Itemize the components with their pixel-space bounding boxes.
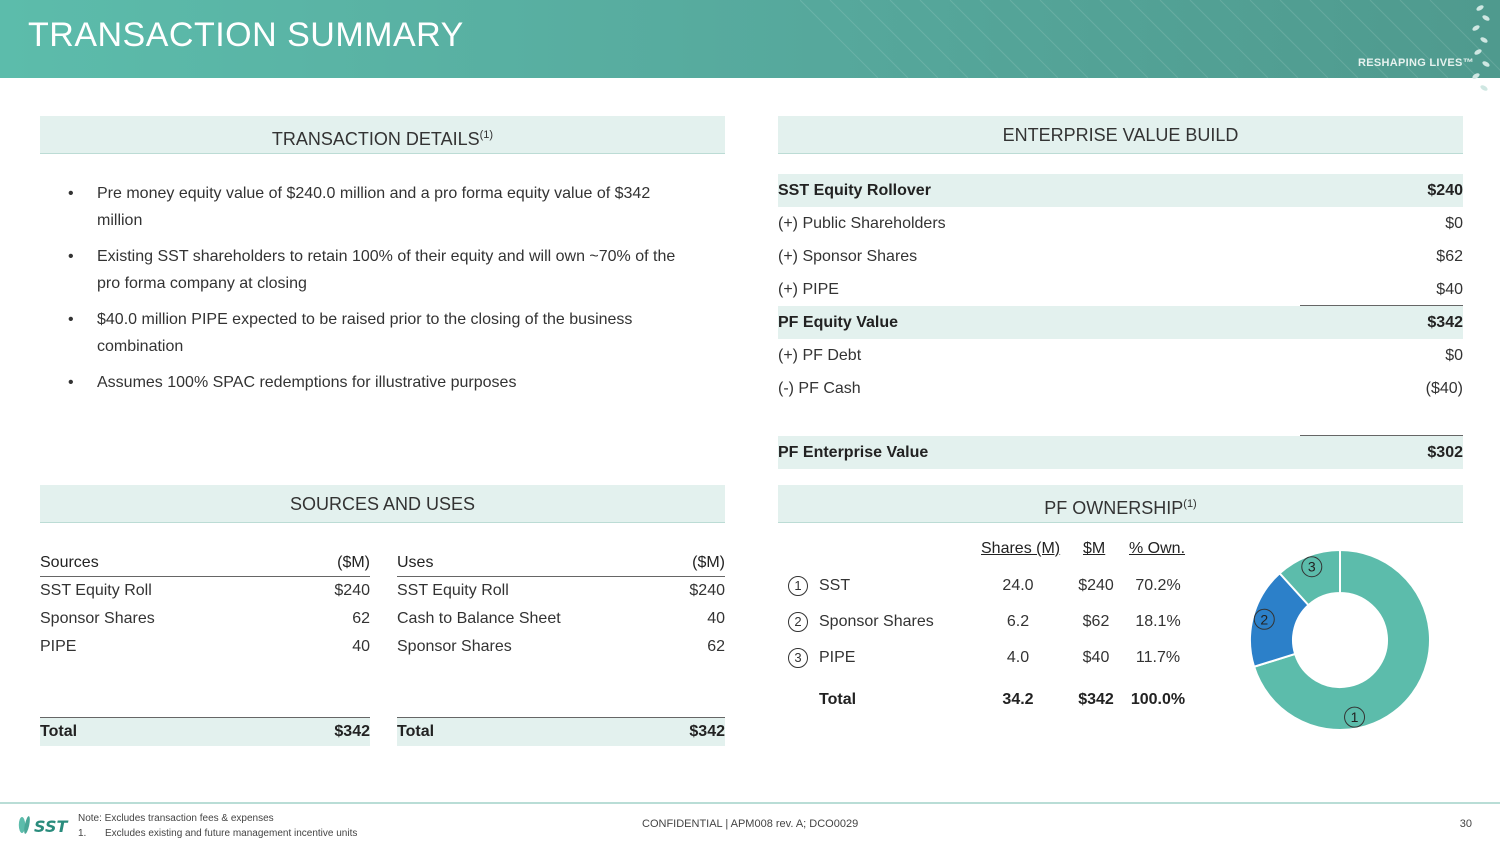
- ev-label: (+) Public Shareholders: [778, 215, 946, 232]
- ownership-donut-chart: [1245, 545, 1435, 735]
- sst-logo-icon: [16, 812, 72, 838]
- ownership-column-value: $M: [1083, 540, 1106, 557]
- total-shares: 34.2: [1002, 691, 1034, 708]
- holder-pct: 18.1%: [1135, 613, 1181, 630]
- uses-header: Uses: [397, 554, 434, 571]
- ev-row-sst-equity-rollover: [778, 174, 1463, 207]
- ev-label: PF Equity Value: [778, 314, 899, 331]
- total-pct: 100.0%: [1130, 691, 1186, 708]
- footnote-1: [78, 826, 357, 841]
- row-number-badge: 1: [788, 576, 808, 596]
- table-row: [40, 605, 370, 633]
- sources-value: $240: [334, 582, 370, 599]
- uses-label: Sponsor Shares: [397, 638, 512, 655]
- ev-row-sponsor-shares: [778, 240, 1463, 273]
- ev-row-pf-debt: [778, 339, 1463, 372]
- ev-label: (+) PF Debt: [778, 347, 862, 364]
- table-row: [40, 633, 370, 661]
- total-label: Total: [819, 691, 857, 708]
- list-item: • Existing SST shareholders to retain 100% of their equity and will own ~70% of the pro forma company at closing: [68, 243, 693, 297]
- leaf-decoration-icon: [1466, 0, 1494, 100]
- holder-value: $62: [1082, 613, 1110, 630]
- ownership-column-shares: Shares (M): [981, 540, 1061, 557]
- page-title: TRANSACTION SUMMARY: [28, 16, 464, 54]
- sources-total-value: $342: [334, 723, 370, 740]
- ev-row-pf-equity-value: [778, 306, 1463, 339]
- uses-total-label: Total: [397, 723, 435, 740]
- uses-value: 62: [707, 638, 725, 655]
- uses-label: Cash to Balance Sheet: [397, 610, 561, 627]
- uses-unit: ($M): [692, 554, 725, 571]
- pf-ownership-heading: [778, 485, 1463, 523]
- sources-value: 40: [352, 638, 370, 655]
- enterprise-value-title: ENTERPRISE VALUE BUILD: [1002, 125, 1239, 145]
- sources-label: PIPE: [40, 638, 77, 655]
- list-item: • $40.0 million PIPE expected to be raised prior to the closing of the business combination: [68, 306, 693, 360]
- transaction-details-heading: [40, 116, 725, 154]
- holder-shares: 4.0: [1006, 649, 1030, 666]
- transaction-details-list: [68, 180, 693, 405]
- ev-row-pf-enterprise-value: [778, 436, 1463, 469]
- uses-value: 40: [707, 610, 725, 627]
- enterprise-value-heading: [778, 116, 1463, 154]
- footnote-number: 1.: [78, 828, 87, 839]
- ev-row-pf-cash: [778, 372, 1463, 405]
- uses-header-row: [397, 549, 725, 577]
- table-row: [397, 605, 725, 633]
- holder-shares: 6.2: [1006, 613, 1030, 630]
- sources-unit: ($M): [337, 554, 370, 571]
- ev-label: (+) Sponsor Shares: [778, 248, 918, 265]
- tagline: RESHAPING LIVES™: [1357, 57, 1474, 69]
- confidential-label: CONFIDENTIAL | APM008 rev. A; DCO0029: [642, 818, 859, 830]
- sources-header-row: [40, 549, 370, 577]
- header-banner: [0, 0, 1500, 78]
- uses-total-value: $342: [689, 723, 725, 740]
- holder-pct: 70.2%: [1135, 577, 1181, 594]
- page-number: 30: [1459, 818, 1472, 830]
- uses-label: SST Equity Roll: [397, 582, 509, 599]
- svg-text:SST: SST: [34, 817, 68, 836]
- sources-label: SST Equity Roll: [40, 582, 152, 599]
- ownership-row-total: [788, 685, 1208, 715]
- ev-value: $62: [1436, 248, 1463, 265]
- list-item: • Pre money equity value of $240.0 million and a pro forma equity value of $342 million: [68, 180, 693, 234]
- ownership-row-pipe: [788, 643, 1208, 673]
- transaction-details-title: TRANSACTION DETAILS: [271, 129, 480, 149]
- svg-text:1: 1: [1350, 709, 1359, 726]
- sources-total-label: Total: [40, 723, 78, 740]
- holder-pct: 11.7%: [1135, 649, 1181, 666]
- row-number-badge: 2: [788, 612, 808, 632]
- table-row: [397, 577, 725, 605]
- ev-label: SST Equity Rollover: [778, 182, 931, 199]
- ev-value: ($40): [1425, 380, 1463, 397]
- footnote-text: Excludes existing and future management incentive units: [105, 828, 358, 839]
- ev-value: $342: [1427, 314, 1463, 331]
- holder-name: PIPE: [819, 649, 856, 666]
- row-number-badge: 3: [788, 648, 808, 668]
- ev-value: $40: [1436, 281, 1463, 298]
- ev-row-pipe: [778, 273, 1463, 306]
- ev-row-public-shareholders: [778, 207, 1463, 240]
- ev-value: $0: [1445, 347, 1463, 364]
- uses-total-row: [397, 717, 725, 746]
- sources-uses-heading: [40, 485, 725, 523]
- ev-label: PF Enterprise Value: [778, 444, 929, 461]
- ownership-row-sst: [788, 571, 1208, 601]
- table-row: [40, 577, 370, 605]
- table-row: [397, 633, 725, 661]
- ownership-row-sponsor-shares: [788, 607, 1208, 637]
- note-text: Note: Excludes transaction fees & expenses: [78, 813, 274, 824]
- svg-text:3: 3: [1307, 558, 1316, 575]
- uses-value: $240: [689, 582, 725, 599]
- sources-total-row: [40, 717, 370, 746]
- ev-value: $240: [1427, 182, 1463, 199]
- total-value: $342: [1078, 691, 1114, 708]
- sources-uses-title: SOURCES AND USES: [289, 494, 476, 514]
- sources-value: 62: [352, 610, 370, 627]
- sources-header: Sources: [40, 554, 99, 571]
- ownership-column-pct: % Own.: [1129, 540, 1186, 557]
- holder-name: Sponsor Shares: [819, 613, 934, 630]
- pf-ownership-footnote-ref: (1): [1183, 498, 1197, 510]
- ev-label: (+) PIPE: [778, 281, 839, 298]
- footer-divider: [0, 802, 1500, 804]
- holder-value: $240: [1078, 577, 1114, 594]
- pf-ownership-title: PF OWNERSHIP: [1044, 498, 1184, 518]
- ev-label: (-) PF Cash: [778, 380, 861, 397]
- holder-shares: 24.0: [1002, 577, 1034, 594]
- ev-value: $0: [1445, 215, 1463, 232]
- holder-name: SST: [819, 577, 851, 594]
- footnotes: [78, 811, 357, 841]
- holder-value: $40: [1082, 649, 1110, 666]
- ev-value: $302: [1427, 444, 1463, 461]
- sources-label: Sponsor Shares: [40, 610, 155, 627]
- svg-text:2: 2: [1260, 611, 1269, 628]
- list-item: • Assumes 100% SPAC redemptions for illustrative purposes: [68, 369, 693, 396]
- transaction-details-footnote-ref: (1): [479, 129, 494, 141]
